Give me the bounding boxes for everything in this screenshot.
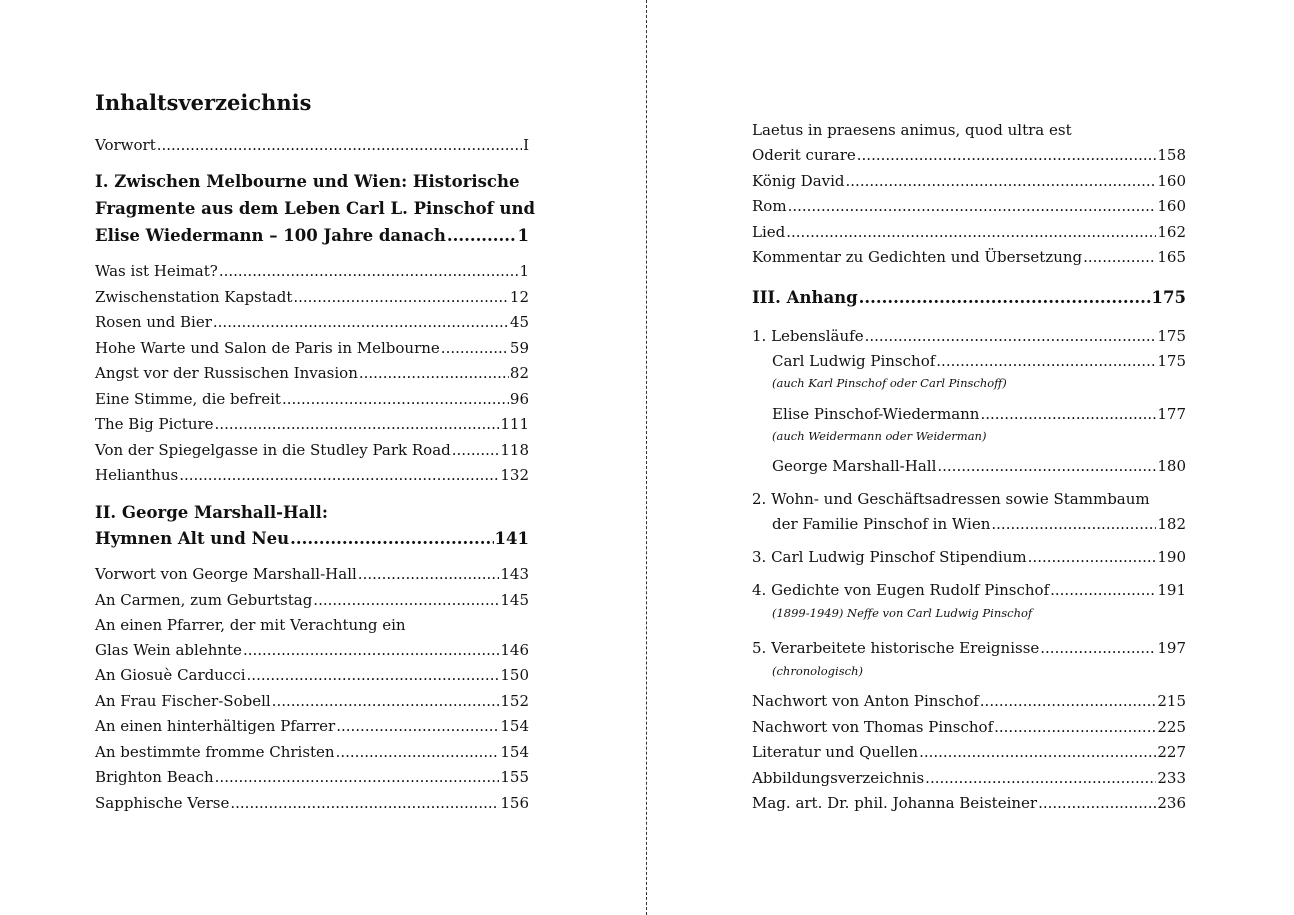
leader-dots	[290, 529, 493, 548]
leader-dots	[1038, 794, 1156, 812]
toc-entry[interactable]	[95, 339, 529, 357]
toc-title: Inhaltsverzeichnis	[95, 90, 312, 115]
toc-entry[interactable]	[752, 197, 1186, 215]
section-heading-page: 141	[494, 529, 529, 548]
toc-entry-page: 154	[500, 717, 529, 735]
toc-entry-page: 45	[509, 313, 529, 331]
leader-dots	[1050, 581, 1156, 599]
toc-entry-pfarrer-line1: An einen Pfarrer, der mit Verachtung ein	[95, 616, 406, 634]
toc-entry[interactable]	[95, 743, 529, 761]
toc-entry[interactable]	[752, 146, 1186, 164]
leader-dots	[243, 641, 499, 659]
leader-dots	[179, 466, 499, 484]
toc-entry-pfarrer[interactable]	[95, 641, 529, 659]
toc-entry-label: Sapphische Verse	[95, 793, 230, 812]
toc-entry[interactable]	[95, 262, 529, 280]
toc-entry-label: An Frau Fischer-Sobell	[95, 691, 271, 710]
toc-entry-label: Rom	[752, 197, 787, 215]
toc-entry-page: 155	[500, 768, 529, 786]
toc-entry-label: An Giosuè Carducci	[95, 666, 246, 684]
section-heading-label: Elise Wiedermann – 100 Jahre danach	[95, 226, 446, 245]
toc-entry-label: An Carmen, zum Geburtstag	[95, 590, 313, 609]
toc-entry-page: 160	[1157, 197, 1186, 215]
toc-entry-label: Glas Wein ablehnte	[95, 641, 242, 659]
toc-entry-page: 165	[1157, 248, 1186, 266]
leader-dots	[336, 743, 500, 761]
section-heading-page: 1	[517, 226, 529, 245]
toc-entry-ereignisse[interactable]	[752, 639, 1186, 657]
toc-entry[interactable]	[752, 769, 1186, 787]
toc-entry-page: 12	[509, 287, 529, 306]
toc-entry[interactable]	[752, 692, 1186, 710]
toc-entry-label: George Marshall-Hall	[772, 457, 937, 475]
toc-entry-label: Lied	[752, 222, 786, 241]
toc-entry[interactable]	[95, 466, 529, 484]
toc-entry-label: der Familie Pinschof in Wien	[772, 515, 991, 533]
toc-note-ereignisse: (chronologisch)	[772, 664, 863, 678]
leader-dots	[980, 692, 1157, 710]
leader-dots	[293, 288, 509, 306]
toc-entry-page: 177	[1157, 405, 1186, 423]
toc-entry-label: Eine Stimme, die befreit	[95, 389, 281, 408]
toc-note-carl: (auch Karl Pinschof oder Carl Pinschoff)	[772, 376, 1007, 390]
toc-entry-page: 233	[1157, 768, 1186, 787]
toc-entry[interactable]	[752, 794, 1186, 812]
toc-entry-page: 96	[509, 389, 529, 408]
leader-dots	[1028, 548, 1157, 566]
toc-entry-page: 175	[1157, 352, 1186, 370]
toc-entry-page: 175	[1157, 327, 1186, 345]
toc-entry-page: 150	[500, 666, 529, 684]
toc-entry-page: 145	[500, 590, 529, 609]
section-heading-label: Hymnen Alt und Neu	[95, 529, 290, 548]
leader-dots	[865, 327, 1157, 345]
leader-dots	[857, 146, 1157, 164]
leader-dots	[919, 743, 1156, 761]
toc-entry[interactable]	[95, 717, 529, 735]
toc-entry[interactable]	[95, 288, 529, 306]
toc-entry[interactable]	[95, 390, 529, 408]
toc-entry-page: 143	[500, 565, 529, 583]
toc-entry[interactable]	[752, 718, 1186, 736]
toc-entry[interactable]	[95, 364, 529, 382]
toc-entry-label: Helianthus	[95, 466, 179, 484]
toc-entry-page: 154	[500, 742, 529, 761]
toc-entry-label: Abbildungsverzeichnis	[752, 768, 925, 787]
section-heading-2[interactable]	[95, 529, 529, 548]
toc-entry-label: Rosen und Bier	[95, 313, 212, 331]
toc-entry-label: Vorwort	[95, 136, 156, 154]
toc-entry-wohn[interactable]	[772, 515, 1186, 533]
toc-entry[interactable]	[95, 794, 529, 812]
leader-dots	[925, 769, 1156, 787]
toc-entry-page: 111	[500, 415, 529, 433]
toc-entry-page: 146	[500, 641, 529, 659]
toc-entry-label: Elise Pinschof-Wiedermann	[772, 405, 980, 423]
toc-entry-page: 225	[1157, 717, 1186, 736]
leader-dots	[213, 313, 509, 331]
leader-dots	[786, 223, 1156, 241]
leader-dots	[859, 288, 1151, 307]
toc-entry-label: 5. Verarbeitete historische Ereignisse	[752, 639, 1040, 657]
toc-entry-label: Von der Spiegelgasse in die Studley Park Road	[95, 440, 451, 459]
toc-entry-page: 152	[500, 691, 529, 710]
toc-entry-page: 156	[500, 793, 529, 812]
toc-entry-page: 227	[1157, 743, 1186, 761]
toc-entry-page: 182	[1157, 515, 1186, 533]
leader-dots	[1083, 248, 1156, 266]
toc-note-elise: (auch Weidermann oder Weiderman)	[772, 429, 987, 443]
leader-dots	[991, 515, 1156, 533]
toc-entry-elise[interactable]	[772, 405, 1186, 423]
toc-entry-label: 4. Gedichte von Eugen Rudolf Pinschof	[752, 581, 1050, 599]
toc-entry-wohn-line1: 2. Wohn- und Geschäftsadressen sowie Stammbaum	[752, 490, 1150, 508]
leader-dots	[994, 718, 1156, 736]
toc-entry-label: Vorwort von George Marshall-Hall	[95, 565, 357, 583]
toc-entry-label: An bestimmte fromme Christen	[95, 742, 335, 761]
toc-entry-label: König David	[752, 171, 845, 190]
toc-entry-label: 1. Lebensläufe	[752, 327, 864, 345]
toc-entry-label: 3. Carl Ludwig Pinschof Stipendium	[752, 548, 1027, 566]
toc-entry[interactable]	[95, 591, 529, 609]
leader-dots	[359, 364, 509, 382]
leader-dots	[358, 565, 500, 583]
toc-entry-page: 236	[1157, 794, 1186, 812]
toc-entry[interactable]	[95, 415, 529, 433]
section-heading-2-line1: II. George Marshall-Hall:	[95, 503, 328, 522]
toc-entry[interactable]	[752, 172, 1186, 190]
section-heading-3[interactable]	[752, 288, 1186, 307]
toc-entry-label: Carl Ludwig Pinschof	[772, 352, 936, 370]
toc-entry-page: 197	[1157, 639, 1186, 657]
leader-dots	[219, 262, 519, 280]
toc-entry-george[interactable]	[772, 457, 1186, 475]
toc-entry-page: 1	[519, 262, 529, 280]
toc-entry[interactable]	[95, 768, 529, 786]
toc-entry[interactable]	[95, 565, 529, 583]
toc-entry-vorwort[interactable]	[95, 136, 529, 154]
page-divider	[646, 0, 647, 915]
toc-entry-page: 215	[1157, 692, 1186, 710]
toc-entry-gedichte[interactable]	[752, 581, 1186, 599]
leader-dots	[447, 226, 517, 245]
toc-entry-page: 160	[1157, 171, 1186, 190]
leader-dots	[452, 441, 500, 459]
toc-note-gedichte: (1899-1949) Neffe von Carl Ludwig Pinschof	[772, 606, 1033, 620]
toc-entry[interactable]	[752, 248, 1186, 266]
leader-dots	[215, 415, 500, 433]
toc-entry[interactable]	[752, 743, 1186, 761]
right-page	[752, 0, 1192, 915]
leader-dots	[272, 692, 500, 710]
section-heading-label: III. Anhang	[752, 288, 858, 307]
leader-dots	[313, 591, 499, 609]
toc-entry-label: Literatur und Quellen	[752, 743, 919, 761]
toc-entry-carl[interactable]	[772, 352, 1186, 370]
toc-entry-label: An einen hinterhältigen Pfarrer	[95, 717, 336, 735]
section-heading-1[interactable]	[95, 226, 529, 245]
leader-dots	[788, 197, 1157, 215]
section-heading-1-line1: I. Zwischen Melbourne und Wien: Historische	[95, 172, 520, 191]
toc-entry-page: 59	[509, 338, 529, 357]
toc-entry-page: 180	[1157, 457, 1186, 475]
toc-entry-page: 118	[500, 440, 529, 459]
toc-entry[interactable]	[95, 441, 529, 459]
toc-entry-label: Zwischenstation Kapstadt	[95, 287, 293, 306]
leader-dots	[936, 352, 1156, 370]
toc-entry-lebenslaeufe[interactable]	[752, 327, 1186, 345]
toc-entry[interactable]	[95, 313, 529, 331]
toc-entry-page: 191	[1157, 581, 1186, 599]
leader-dots	[937, 457, 1156, 475]
toc-entry-label: Hohe Warte und Salon de Paris in Melbourne	[95, 338, 440, 357]
leader-dots	[980, 405, 1156, 423]
toc-entry-label: Angst vor der Russischen Invasion	[95, 364, 358, 382]
toc-entry-label: The Big Picture	[95, 415, 214, 433]
leader-dots	[441, 339, 509, 357]
toc-entry-label: Nachwort von Thomas Pinschof	[752, 717, 994, 736]
toc-entry-stipendium[interactable]	[752, 548, 1186, 566]
section-heading-1-line2: Fragmente aus dem Leben Carl L. Pinschof und	[95, 199, 535, 218]
toc-entry-page: I	[523, 136, 529, 154]
toc-entry-label: Mag. art. Dr. phil. Johanna Beisteiner	[752, 794, 1038, 812]
toc-entry[interactable]	[95, 692, 529, 710]
leader-dots	[1040, 639, 1156, 657]
left-page	[95, 0, 535, 915]
toc-entry-page: 190	[1157, 548, 1186, 566]
toc-entry-page: 162	[1157, 222, 1186, 241]
toc-entry-label: Brighton Beach	[95, 768, 214, 786]
toc-entry-page: 132	[500, 466, 529, 484]
toc-entry-label: Was ist Heimat?	[95, 262, 218, 280]
leader-dots	[215, 768, 500, 786]
leader-dots	[336, 717, 499, 735]
toc-entry-page: 82	[509, 364, 529, 382]
leader-dots	[846, 172, 1157, 190]
toc-entry-label: Oderit curare	[752, 146, 856, 164]
leader-dots	[230, 794, 499, 812]
toc-entry[interactable]	[95, 666, 529, 684]
leader-dots	[247, 666, 500, 684]
toc-entry-page: 158	[1157, 146, 1186, 164]
toc-entry-label: Nachwort von Anton Pinschof	[752, 692, 979, 710]
toc-entry-laetus-line1: Laetus in praesens animus, quod ultra est	[752, 121, 1072, 139]
toc-entry-label: Kommentar zu Gedichten und Übersetzung	[752, 248, 1083, 266]
leader-dots	[157, 136, 522, 154]
leader-dots	[282, 390, 509, 408]
toc-entry[interactable]	[752, 223, 1186, 241]
section-heading-page: 175	[1151, 288, 1186, 307]
